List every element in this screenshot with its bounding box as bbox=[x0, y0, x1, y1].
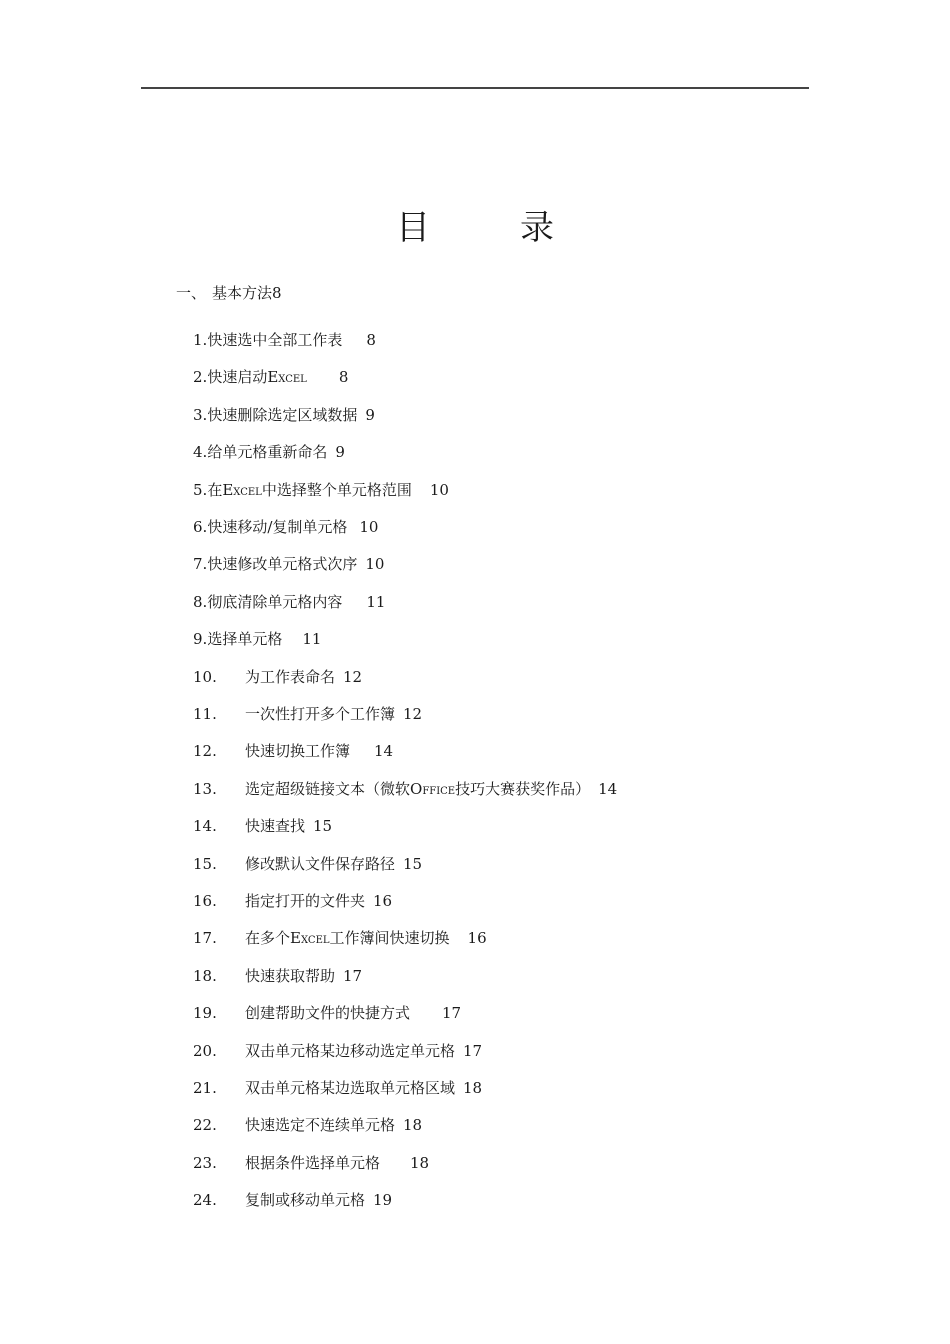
toc-entry-page: 10 bbox=[429, 480, 449, 499]
toc-entry-title: 双击单元格某边移动选定单元格 bbox=[245, 1041, 456, 1060]
toc-entry[interactable] bbox=[193, 779, 617, 802]
toc-entry-page: 12 bbox=[403, 705, 423, 723]
toc-entry[interactable] bbox=[193, 517, 378, 537]
toc-entry-title-part: XCEL bbox=[233, 486, 262, 498]
toc-entry-page: 12 bbox=[343, 667, 363, 686]
toc-entry[interactable] bbox=[193, 1190, 392, 1210]
title-char: 目 bbox=[396, 208, 430, 248]
toc-entry-number: 21. bbox=[193, 1079, 217, 1097]
toc-entry[interactable] bbox=[193, 1153, 429, 1173]
toc-entry[interactable] bbox=[193, 1003, 461, 1023]
toc-entry[interactable] bbox=[193, 629, 321, 649]
toc-entry[interactable] bbox=[193, 667, 362, 687]
toc-entry-number: 16. bbox=[193, 892, 217, 910]
toc-entry-page: 10 bbox=[359, 518, 379, 536]
toc-entry-title bbox=[245, 780, 590, 798]
toc-entry[interactable] bbox=[193, 966, 362, 986]
toc-entry-number: 19. bbox=[193, 1004, 217, 1023]
toc-entry-title: 快速删除选定区域数据 bbox=[207, 405, 358, 424]
toc-entry-title: 修改默认文件保存路径 bbox=[245, 854, 396, 873]
toc-entry-page: 18 bbox=[410, 1153, 430, 1172]
toc-entry[interactable] bbox=[193, 1078, 482, 1098]
toc-entry-page: 17 bbox=[442, 1004, 462, 1023]
toc-entry-title: 快速查找 bbox=[245, 817, 306, 836]
toc-entry[interactable] bbox=[193, 442, 345, 462]
toc-entry-number: 6. bbox=[193, 518, 208, 536]
toc-entry-title: 一次性打开多个工作簿 bbox=[245, 705, 396, 723]
toc-entry-page: 16 bbox=[373, 892, 393, 910]
toc-entry-page: 14 bbox=[598, 779, 618, 798]
toc-entry-page: 18 bbox=[403, 1116, 423, 1135]
toc-entry-number: 8. bbox=[193, 592, 208, 611]
toc-entry-number: 10. bbox=[193, 667, 217, 686]
toc-entry-number: 23. bbox=[193, 1153, 217, 1172]
toc-entry-number: 12. bbox=[193, 742, 217, 761]
toc-entry-title-part: FFICE bbox=[422, 785, 456, 797]
toc-entry-page: 16 bbox=[467, 929, 487, 948]
toc-entry[interactable] bbox=[193, 592, 385, 612]
toc-entry[interactable] bbox=[193, 891, 392, 911]
toc-entry[interactable] bbox=[193, 704, 422, 724]
toc-entry-number: 14. bbox=[193, 817, 217, 836]
toc-entry-title bbox=[207, 481, 412, 499]
toc-entry-number: 2. bbox=[193, 368, 208, 387]
toc-entry-title-part: 在多个 bbox=[245, 929, 291, 948]
toc-entry-title-part: 在 bbox=[207, 480, 223, 499]
toc-entry-page: 15 bbox=[313, 817, 333, 836]
toc-entry-page: 17 bbox=[343, 966, 363, 985]
toc-entry-title bbox=[245, 929, 450, 947]
toc-entry-title bbox=[207, 368, 307, 386]
toc-entry-page: 11 bbox=[302, 630, 322, 649]
toc-entry-page: 19 bbox=[373, 1191, 393, 1210]
toc-entry[interactable] bbox=[193, 1115, 422, 1135]
toc-entry-title: 快速选定不连续单元格 bbox=[245, 1116, 396, 1135]
toc-entry[interactable] bbox=[193, 928, 487, 951]
toc-entry-title: 双击单元格某边选取单元格区域 bbox=[245, 1079, 456, 1097]
section-page: 8 bbox=[272, 284, 282, 302]
toc-entry-page: 14 bbox=[374, 742, 394, 761]
toc-entry[interactable] bbox=[193, 330, 376, 350]
toc-entry-title: 彻底清除单元格内容 bbox=[207, 592, 343, 611]
toc-section-basic-methods[interactable] bbox=[176, 283, 282, 303]
toc-entry[interactable] bbox=[193, 405, 375, 425]
toc-entry-title-part: 中选择整个单元格范围 bbox=[261, 480, 412, 499]
toc-entry[interactable] bbox=[193, 854, 422, 874]
toc-entry-title: 快速选中全部工作表 bbox=[207, 331, 343, 349]
toc-entry[interactable] bbox=[193, 480, 449, 503]
toc-entry-title-part: 快速启动 bbox=[207, 368, 268, 387]
toc-entry-title-part: E bbox=[290, 929, 301, 948]
toc-entry[interactable] bbox=[193, 367, 348, 390]
toc-entry-title: 指定打开的文件夹 bbox=[245, 892, 366, 910]
toc-entry-title-part: E bbox=[267, 368, 279, 387]
toc-entry-title-part: 技巧大赛获奖作品） bbox=[455, 779, 591, 798]
toc-entry[interactable] bbox=[193, 1041, 482, 1061]
section-number: 一、 bbox=[176, 284, 207, 302]
toc-entry-page: 9 bbox=[365, 405, 375, 424]
toc-entry-number: 11. bbox=[193, 705, 217, 723]
toc-entry-number: 24. bbox=[193, 1191, 217, 1210]
toc-entry-title: 根据条件选择单元格 bbox=[245, 1153, 381, 1172]
toc-entry-title-part: XCEL bbox=[278, 374, 307, 386]
toc-entry-number: 1. bbox=[193, 331, 208, 349]
toc-entry-page: 10 bbox=[365, 555, 385, 574]
toc-entry-title: 创建帮助文件的快捷方式 bbox=[245, 1004, 411, 1023]
toc-entry-page: 9 bbox=[335, 443, 345, 462]
toc-entry-page: 15 bbox=[403, 854, 423, 873]
toc-entry-title: 为工作表命名 bbox=[245, 667, 336, 686]
page-title bbox=[0, 200, 950, 249]
toc-entry[interactable] bbox=[193, 741, 393, 761]
toc-entry-number: 17. bbox=[193, 929, 217, 948]
toc-entry-number: 3. bbox=[193, 405, 208, 424]
section-title: 基本方法 bbox=[212, 284, 273, 302]
toc-entry[interactable] bbox=[193, 816, 332, 836]
toc-entry-number: 9. bbox=[193, 630, 208, 649]
toc-entry-page: 18 bbox=[463, 1079, 483, 1097]
toc-entry-number: 5. bbox=[193, 480, 208, 499]
toc-entry-number: 15. bbox=[193, 854, 217, 873]
toc-entry-title-part: XCEL bbox=[300, 935, 330, 947]
toc-entry-title: 给单元格重新命名 bbox=[207, 443, 328, 462]
toc-entry-number: 13. bbox=[193, 779, 217, 798]
toc-entry-page: 8 bbox=[366, 331, 376, 349]
toc-entry-page: 8 bbox=[338, 368, 349, 387]
header-rule bbox=[141, 87, 809, 89]
title-char: 录 bbox=[520, 208, 554, 248]
toc-entry-title-part: 工作簿间快速切换 bbox=[329, 929, 450, 948]
toc-entry-title-part: E bbox=[222, 480, 234, 499]
toc-entry-title-part: O bbox=[410, 779, 423, 798]
toc-entry-title: 快速移动/复制单元格 bbox=[207, 518, 348, 536]
toc-entry-number: 20. bbox=[193, 1041, 217, 1060]
toc-entry-title: 复制或移动单元格 bbox=[245, 1191, 366, 1210]
toc-entry-page: 17 bbox=[463, 1041, 483, 1060]
toc-entry-title: 快速获取帮助 bbox=[245, 966, 336, 985]
toc-entry-number: 4. bbox=[193, 443, 208, 462]
toc-entry-title: 快速切换工作簿 bbox=[245, 742, 351, 761]
toc-entry-title: 快速修改单元格式次序 bbox=[207, 555, 358, 574]
toc-entry-title: 选择单元格 bbox=[207, 630, 283, 649]
toc-entry-number: 7. bbox=[193, 555, 208, 574]
toc-entry-number: 18. bbox=[193, 966, 217, 985]
toc-entry-number: 22. bbox=[193, 1116, 217, 1135]
toc-entry-page: 11 bbox=[366, 592, 386, 611]
toc-entry-title-part: 选定超级链接文本（微软 bbox=[245, 779, 411, 798]
toc-entry[interactable] bbox=[193, 554, 384, 574]
